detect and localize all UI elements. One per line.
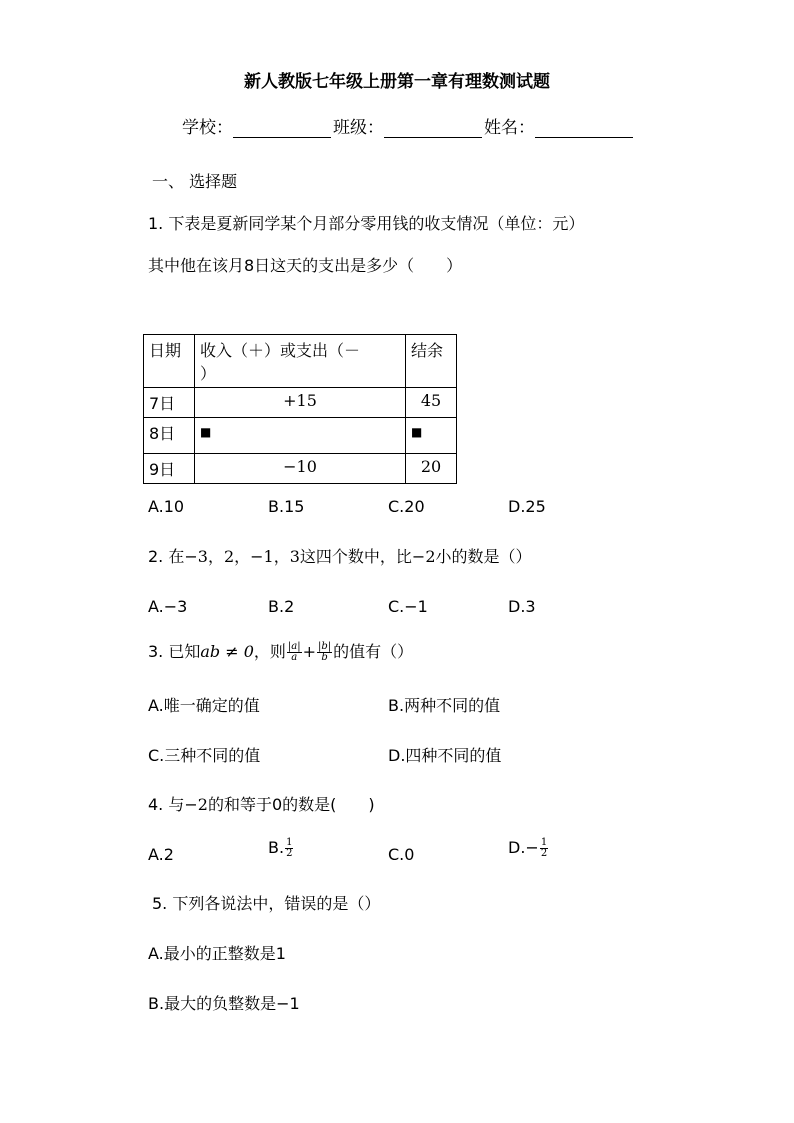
q3-frac-b-den: b [321, 652, 328, 663]
q2-prefix: 2. 在 [148, 547, 185, 566]
q4-prefix: 4. 与 [148, 795, 185, 814]
q3-suffix: 的值有（） [333, 642, 414, 661]
class-blank [384, 119, 482, 138]
q1-option-d[interactable]: D.25 [508, 497, 546, 516]
q3-option-b[interactable]: B.两种不同的值 [388, 696, 501, 715]
q4-d-frac-den: 2 [540, 848, 548, 859]
q4-number: −2 [184, 795, 208, 814]
hidden-amount-icon: ■ [200, 425, 212, 439]
q4-option-b-label: B. [268, 838, 285, 857]
ledger-table [143, 334, 457, 484]
q2-numbers: −3，2，−1，3 [184, 547, 300, 566]
section-heading: 一、 选择题 [152, 172, 238, 191]
q3-option-a[interactable]: A.唯一确定的值 [148, 696, 260, 715]
q1-line2: 其中他在该月8日这天的支出是多少（ ） [148, 256, 463, 275]
table-row [144, 388, 457, 418]
q3-plus: + [302, 642, 317, 661]
q4-suffix: 的和等于0的数是( ) [207, 795, 375, 814]
header-date: 日期 [144, 335, 195, 388]
q4-d-frac-num: 1 [540, 837, 548, 848]
cell-date: 9日 [144, 454, 195, 484]
q5-option-b[interactable]: B.最大的负整数是−1 [148, 994, 300, 1013]
header-balance: 结余 [406, 335, 457, 388]
q4-option-d-label: D.− [508, 838, 539, 857]
q2-suffix: 小的数是（） [435, 547, 532, 566]
cell-date: 7日 [144, 388, 195, 418]
q4-option-a[interactable]: A.2 [148, 845, 174, 864]
q3-then: ，则 [253, 642, 286, 661]
q2-option-a[interactable]: A.−3 [148, 597, 188, 616]
q1-option-b[interactable]: B.15 [268, 497, 305, 516]
page-title: 新人教版七年级上册第一章有理数测试题 [244, 72, 550, 92]
cell-balance-hidden [406, 418, 457, 454]
q2-text [148, 547, 532, 566]
q2-option-d[interactable]: D.3 [508, 597, 536, 616]
q4-b-frac-num: 1 [286, 837, 293, 848]
q2-option-c[interactable]: C.−1 [388, 597, 428, 616]
header-income-expense [195, 335, 406, 388]
name-blank [535, 119, 633, 138]
table-row [144, 418, 457, 454]
table-header-row [144, 335, 457, 388]
q4-option-d-fraction [540, 838, 548, 859]
q4-b-frac-den: 2 [286, 848, 293, 859]
q3-option-c[interactable]: C.三种不同的值 [148, 746, 261, 765]
cell-balance: 45 [406, 388, 457, 418]
q1-option-a[interactable]: A.10 [148, 497, 185, 516]
school-blank [233, 119, 331, 138]
q4-option-b-fraction [285, 838, 293, 859]
school-label: 学校： [182, 118, 233, 138]
q3-prefix: 3. 已知 [148, 642, 201, 661]
q1-option-c[interactable]: C.20 [388, 497, 425, 516]
cell-amount: −10 [195, 454, 406, 484]
cell-date: 8日 [144, 418, 195, 454]
q5-text: 5. 下列各说法中，错误的是（） [152, 894, 381, 913]
q4-option-b[interactable] [268, 838, 294, 859]
q3-frac-a-num: |a| [287, 641, 301, 652]
header-income-expense-line2: ） [200, 364, 217, 383]
q3-frac-a-den: a [291, 652, 298, 663]
cell-amount: +15 [195, 388, 406, 418]
q3-fraction-b [317, 642, 332, 663]
name-label: 姓名： [484, 118, 535, 138]
hidden-balance-icon: ■ [411, 425, 423, 439]
cell-balance: 20 [406, 454, 457, 484]
q5-option-a[interactable]: A.最小的正整数是1 [148, 944, 286, 963]
q2-mid: 这四个数中，比 [299, 547, 412, 566]
table-row [144, 454, 457, 484]
header-income-expense-line1: 收入（＋）或支出（－ [200, 341, 361, 360]
q1-line1: 1. 下表是夏新同学某个月部分零用钱的收支情况（单位：元） [148, 214, 585, 233]
q3-condition: ab ≠ 0 [200, 642, 254, 661]
q3-frac-b-num: |b| [318, 641, 332, 652]
student-info [182, 118, 635, 138]
q2-option-b[interactable]: B.2 [268, 597, 295, 616]
q3-text [148, 642, 413, 663]
q2-target: −2 [411, 547, 436, 566]
class-label: 班级： [333, 118, 384, 138]
q4-text [148, 795, 375, 814]
q3-option-d[interactable]: D.四种不同的值 [388, 746, 502, 765]
q3-fraction-a [287, 642, 302, 663]
q4-option-c[interactable]: C.0 [388, 845, 415, 864]
q4-option-d[interactable] [508, 838, 549, 859]
cell-amount-hidden [195, 418, 406, 454]
